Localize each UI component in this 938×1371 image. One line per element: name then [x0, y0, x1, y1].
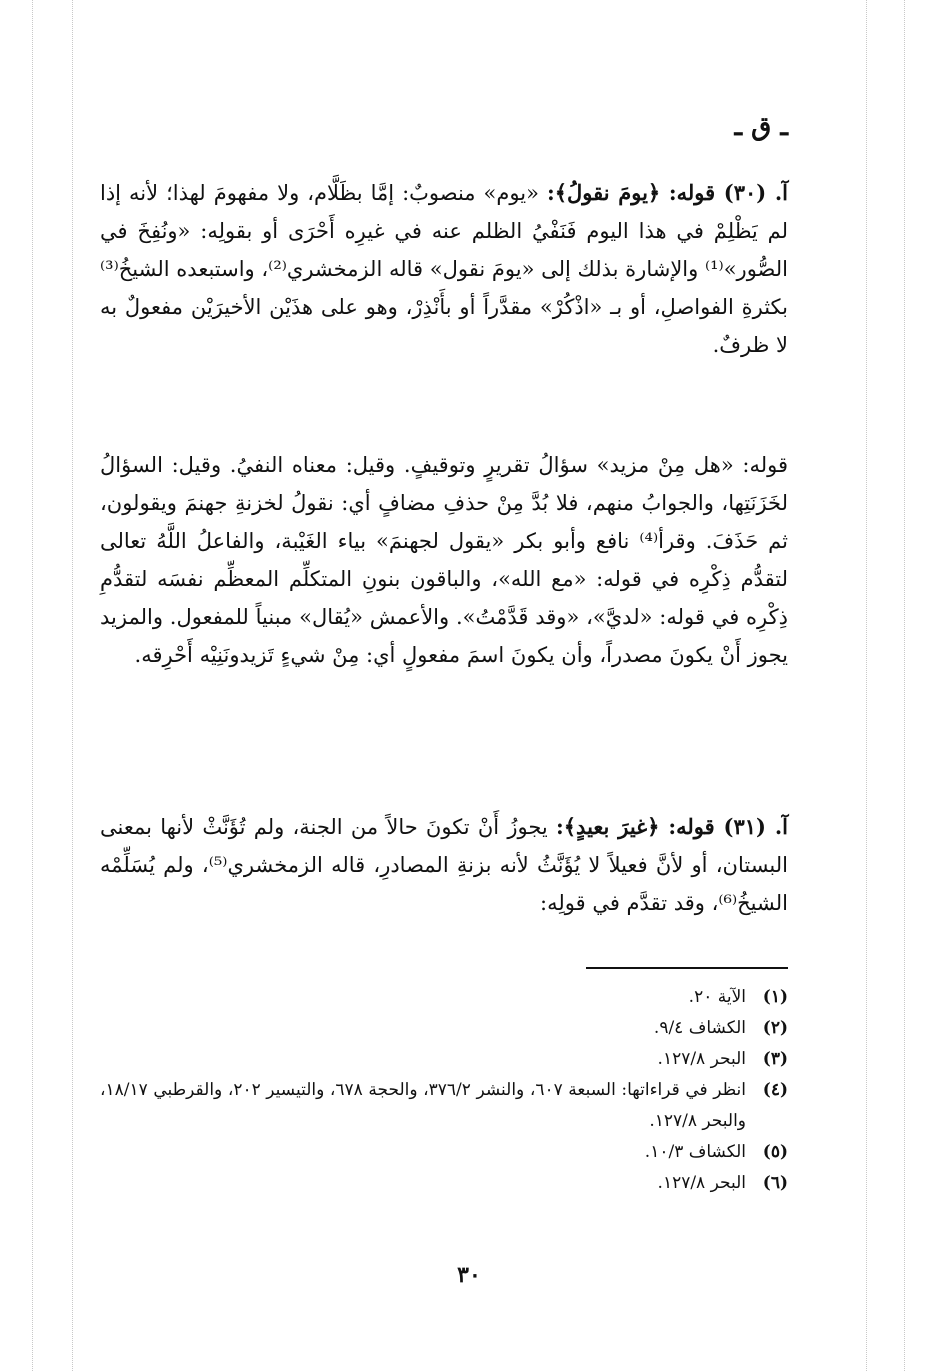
verse-heading: آ. (٣١) قوله: ﴿غيرَ بعيدٍ﴾: [556, 814, 788, 839]
footnote-text: البحر ١٢٧/٨. [657, 1049, 746, 1069]
page-number: ٣٠ [457, 1262, 481, 1288]
footnote-text: الآية ٢٠. [688, 987, 746, 1007]
footnote-text: البحر ١٢٧/٨. [657, 1173, 746, 1193]
paragraph-verse-30 [100, 174, 788, 364]
footnote-divider [586, 967, 788, 969]
footnote [100, 982, 788, 1013]
footnote-number: (٢) [762, 1018, 788, 1038]
footnote [100, 1044, 788, 1075]
footnote [100, 1075, 788, 1137]
footnote-text: الكشاف ٩/٤. [653, 1018, 746, 1038]
footnote [100, 1137, 788, 1168]
paragraph-text: يجوزُ أَنْ تكونَ حالاً من الجنة، ولم تُؤَنَّثْ لأنها بمعنى البستان، أو لأنَّ فعيلاً لا يُؤَنَّثُ لأنه بزنةِ المصادرِ، قاله الزمخشري⁽⁵⁾، ولم يُسَلِّمْه الشيخُ⁽⁶⁾، وقد تقدَّم في قولِه: [100, 815, 789, 915]
margin-guide-right [904, 0, 905, 1371]
paragraph-verse-31 [100, 808, 788, 922]
margin-guide-right-inner [866, 0, 867, 1371]
margin-guide-left [32, 0, 33, 1371]
margin-guide-left-inner [72, 0, 73, 1371]
footnote-number: (٣) [762, 1049, 788, 1069]
footnote [100, 1013, 788, 1044]
footnote [100, 1168, 788, 1199]
chapter-marker: ـ ق ـ [734, 112, 788, 142]
paragraph-hal-min-mazid [100, 446, 788, 674]
footnote-number: (٤) [762, 1080, 788, 1100]
footnote-text: الكشاف ١٠/٣. [644, 1142, 746, 1162]
footnote-text: انظر في قراءاتها: السبعة ٦٠٧، والنشر ٣٧٦/٢، والحجة ٦٧٨، والتيسير ٢٠٢، والقرطبي ١٨/١٧، والبحر ١٢٧/٨. [100, 1080, 747, 1131]
footnote-number: (٥) [762, 1142, 788, 1162]
verse-heading: آ. (٣٠) قوله: ﴿يومَ نقولُ﴾: [546, 180, 788, 205]
footnotes [100, 982, 788, 1199]
footnote-number: (٦) [762, 1173, 788, 1193]
footnote-number: (١) [762, 987, 788, 1007]
paragraph-text: قوله: «هل مِنْ مزيد» سؤالُ تقريرٍ وتوقيفٍ. وقيل: معناه النفيُ. وقيل: السؤالُ لخَزَنَتِها، والجوابُ منهم، فلا بُدَّ مِنْ حذفِ مضافٍ أي: نقولُ لخزنةِ جهنمَ ويقولون، ثم حَذَفَ. وقرأ⁽⁴⁾ نافع وأبو بكر «يقول لجهنمَ» بياء الغَيْبة، والفاعلُ اللَّهُ تعالى لتقدُّم ذِكْرِه في قوله: «مع الله»، والباقون بنونِ المتكلِّم المعظِّم نفسَه لتقدُّمِ ذِكْرِه في قوله: «لديَّ»، «وقد قَدَّمْتُ». والأعمش «يُقال» مبنياً للمفعول. والمزيد يجوز أَنْ يكونَ مصدراً، وأن يكونَ اسمَ مفعولٍ أي: مِنْ شيءٍ تَزيدونَنِيْه أَحْرِقه. [100, 453, 788, 667]
paragraph-text: «يوم» منصوبٌ: إمَّا بظَلَّام، ولا مفهومَ لهذا؛ لأنه إذا لم يَظْلِمْ في هذا اليوم فَنَفْيُ الظلم عنه في غيرِه أَحْرَى أو بقولِه: «ونُفِخَ في الصُّور»⁽¹⁾ والإشارة بذلك إلى «يومَ نقول» قاله الزمخشري⁽²⁾، واستبعده الشيخُ⁽³⁾ بكثرةِ الفواصلِ، أو بـ «اذْكُرْ» مقدَّراً أو بأَنْذِرْ، وهو على هذَيْن الأخيرَيْن مفعولٌ به لا ظرفٌ. [100, 181, 788, 357]
